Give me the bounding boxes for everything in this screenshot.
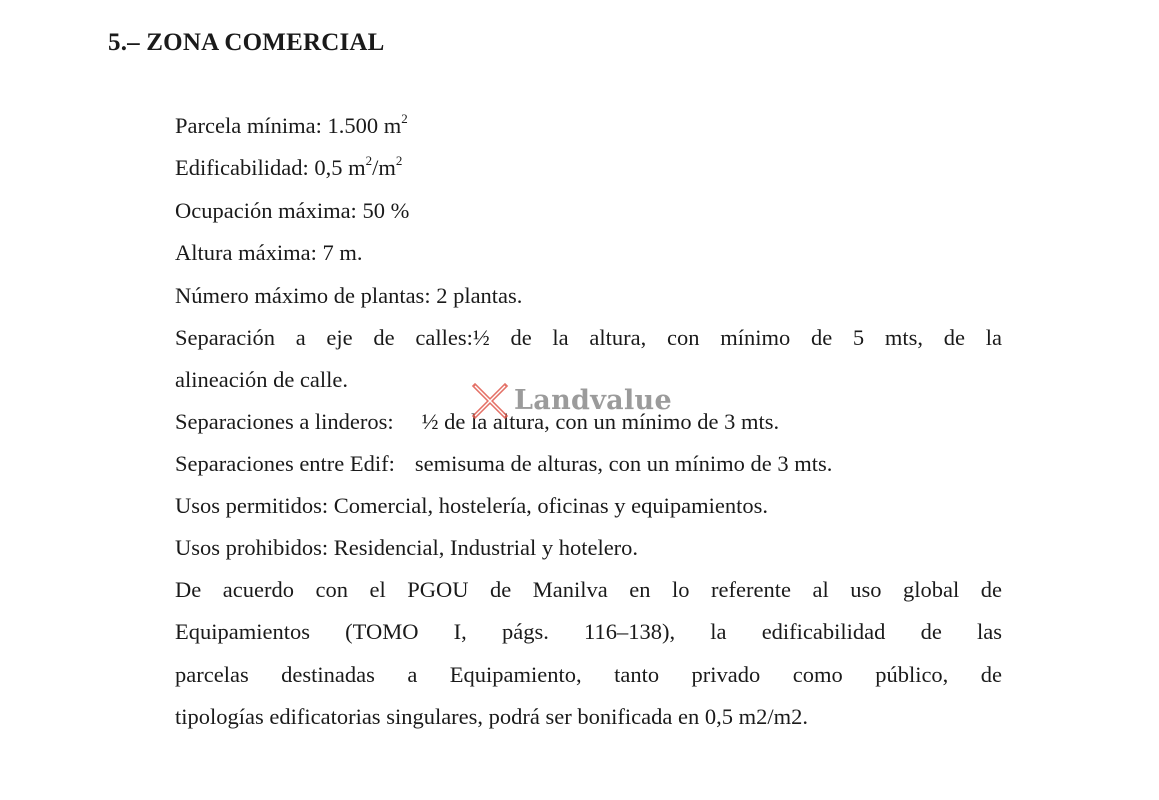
pgou-paragraph-line-4: tipologías edificatorias singulares, podrá ser bonificada en 0,5 m2/m2. [175,704,808,729]
separaciones-linderos-line [175,407,779,437]
watermark-text: Landvalue [514,385,672,416]
separacion-calles-line-2: alineación de calle. [175,367,349,392]
usos-permitidos-line: Usos permitidos: Comercial, hostelería, oficinas y equipamientos. [175,493,768,518]
linderos-label: Separaciones a linderos: [175,409,394,434]
separaciones-entre-edif-line [175,449,832,479]
ocupacion-maxima-line: Ocupación máxima: 50 % [175,198,410,223]
separacion-calles-line-1: Separación a eje de calles:½ de la altura, con mínimo de 5 mts, de la [175,325,1002,350]
usos-prohibidos-line: Usos prohibidos: Residencial, Industrial y hotelero. [175,535,639,560]
pgou-paragraph-line-1: De acuerdo con el PGOU de Manilva en lo referente al uso global de [175,577,1002,602]
pgou-paragraph-line-2: Equipamientos (TOMO I, págs. 116–138), la edificabilidad de las [175,619,1002,644]
altura-maxima-line: Altura máxima: 7 m. [175,240,363,265]
entre-edif-value: semisuma de alturas, con un mínimo de 3 mts. [414,451,833,476]
parcela-minima-line: Parcela mínima: 1.500 $m^2$ [175,111,408,138]
section-heading: 5.– ZONA COMERCIAL [108,29,385,56]
edificabilidad-line: Edificabilidad: 0,5 $m^2/m^2$ [175,153,403,180]
numero-plantas-line: Número máximo de plantas: 2 plantas. [175,283,523,308]
pgou-paragraph-line-3: parcelas destinadas a Equipamiento, tanto privado como público, de [175,662,1002,687]
entre-edif-label: Separaciones entre Edif: [175,451,395,476]
linderos-value: ½ de la altura, con un mínimo de 3 mts. [421,409,780,434]
